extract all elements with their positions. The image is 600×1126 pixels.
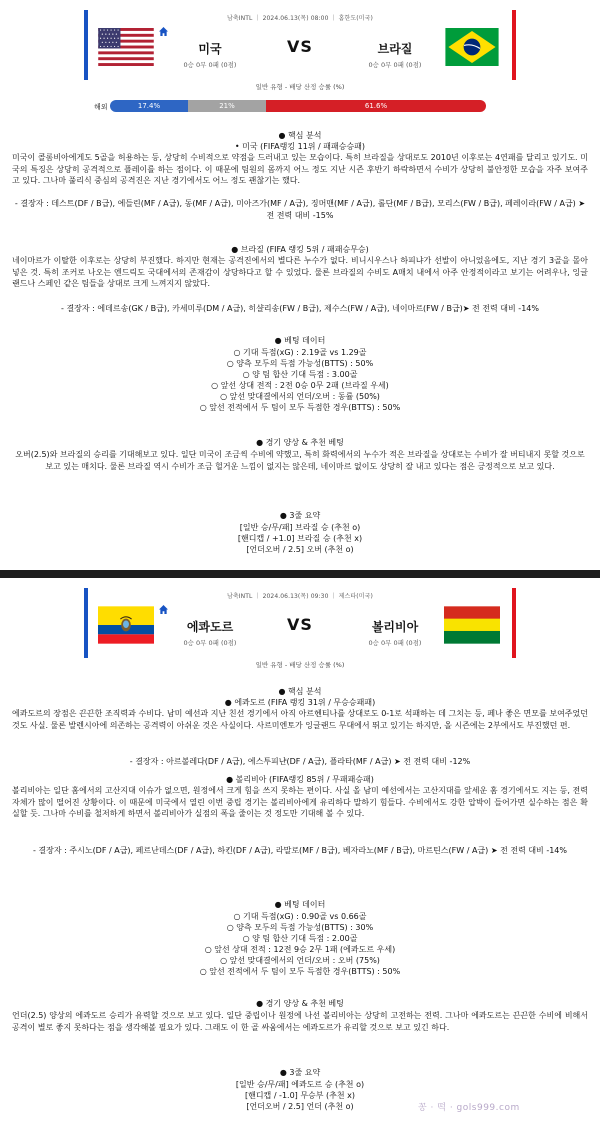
match-ecuador-bolivia: [0, 578, 600, 1126]
section-divider: [0, 570, 600, 578]
match-flow-text: 언더(2.5) 양상의 에콰도르 승리가 유력할 것으로 보고 있다. 일단 중립이나 원정에 나선 볼리비아는 상당히 고전하는 전력. 그나마 에콰도르는 끈끈한 수비에 비해서 공격이 별로 좋지 못하다는 점을 생각해볼 필요가 있다. 그래도 이 한 골 싸움에서는 에콰도르가 유리할 것으로 보고 있긴 하다.: [12, 1011, 588, 1032]
match-header: [0, 0, 600, 92]
betting-item: ○ 양측 모두의 득점 가능성(BTTS) : 30%: [226, 923, 374, 932]
match-meta: 남축INTL ｜ 2024.06.13(목) 08:00 ｜ 홈한도(미국): [227, 15, 373, 22]
summary-title: ● 3줄 요약: [279, 511, 321, 520]
betting-item: ○ 양 팀 합산 기대 득점 : 3.00골: [242, 370, 358, 379]
home-icon: [159, 27, 168, 36]
match-flow-title: ● 경기 양상 & 추천 베팅: [256, 438, 344, 447]
home-absentees: - 결장자 : 아르볼레다(DF / A급), 에스투피냔(DF / A급), 플라타(MF / A급) ➤ 전 전력 대비 -12%: [129, 757, 471, 766]
betting-item: ○ 앞선 맞대결에서의 언더/오버 : 오버 (75%): [220, 956, 380, 965]
away-absentees: - 결장자 : 주시노(DF / A급), 페르난데스(DF / A급), 하킨(DF / A급), 라말로(MF / B급), 베자라노(MF / B급), 마르틴스(FW / A급) ➤ 전 전력 대비 -14%: [32, 846, 568, 855]
home-icon: [159, 605, 168, 614]
betting-data-list: [0, 347, 600, 413]
away-absentees: - 결장자 : 에데르송(GK / B급), 카세미루(DM / A급), 히샬리송(FW / B급), 제수스(FW / A급), 네이마르(FW / B급)➤ 전 전력 대비 -14%: [61, 304, 539, 313]
away-analysis-text: 네이마르가 이탈한 이후로는 상당히 부진했다. 하지만 현재는 공격진에서의 별다른 누수가 없다. 비니시우스나 하피냐가 선발이 아니었음에도, 지난 경기 3골을 몰아 넣은 것. 특히 조커로 나오는 엔드릭도 국대에서의 존재감이 상당하다고 할 수 있었다. 물론 브라질의 수비도 A매치 내에서 아주 안정적이라고 보기는 어려우나, 잉글랜드나 스페인 같은 팀들을 상대로 크게 느껴지지 않았다.: [12, 256, 588, 288]
home-analysis-title: • 미국 (FIFA랭킹 11위 / 패패승승패): [234, 142, 366, 151]
distribution-label: 해외: [94, 103, 108, 111]
vs-label: VS: [287, 37, 313, 56]
summary-item: [일반 승/무/패] 브라질 승 (추천 o): [239, 523, 361, 532]
home-analysis-text: 에콰도르의 장점은 끈끈한 조직력과 수비다. 남미 예선과 지난 친선 경기에서 아직 아르헨티나를 상대로도 0-1로 석패하는 데 그치는 등, 페나 좋은 면모를 보여주었던 것도 사실. 물론 발렌시아에 의존하는 공격력이 아쉬운 것은 사실이다. 사르미엔토가 잉글랜드 무대에서 뛰고 있기는 하지만, 올 시즌에는 2부에서도 부진했던 편.: [12, 709, 588, 730]
match-flow-title: ● 경기 양상 & 추천 베팅: [256, 999, 344, 1008]
home-team-name: 미국: [198, 42, 222, 56]
summary-list: [0, 522, 600, 555]
match-meta: 남축INTL ｜ 2024.06.13(목) 09:30 ｜ 제스타(미국): [227, 593, 373, 600]
summary-item: [일반 승/무/패] 에콰도르 승 (추천 o): [235, 1080, 365, 1089]
betting-data-title: ● 베팅 데이터: [274, 900, 326, 909]
vs-label: VS: [287, 615, 313, 634]
home-analysis-text: 미국이 콜롬비아에게도 5골을 허용하는 등, 상당히 수비적으로 약점을 드러내고 있는 모습이다. 특히 브라질을 상대로도 2010년 이후로는 4연패를 달리고 있기도. 미국의 특징은 상당히 공격적으로 플레이를 하는 점이다. 이 때문에 팀원의 몸까지 어느 정도 지난 시즌 후반기 하락하면서 수비가 상당히 불안정한 모습을 자주 보여주고 있다. 그나마 풀리식 중심의 공격진은 지난 경기에서도 어느 정도 괜찮기는 했다.: [12, 153, 588, 185]
betting-item: ○ 앞선 전적에서 두 팀이 모두 득점한 경우(BTTS) : 50%: [199, 403, 401, 412]
betting-data-title: ● 베팅 데이터: [274, 336, 326, 345]
summary-title: ● 3줄 요약: [279, 1068, 321, 1077]
home-win-segment: 17.4%: [110, 100, 188, 112]
betting-item: ○ 양 팀 합산 기대 득점 : 2.00골: [242, 934, 358, 943]
away-record: 0승 0무 0패 (0점): [368, 61, 422, 69]
summary-item: [핸디캡 / +1.0] 브라질 승 (추천 x): [237, 534, 363, 543]
site-watermark: 꽁 · 떡 · gols999.com: [418, 1103, 520, 1113]
away-team-name: 볼리비아: [371, 620, 419, 634]
core-analysis-title: ● 핵심 분석: [278, 131, 322, 140]
home-analysis-title: ● 에콰도르 (FIFA 랭킹 31위 / 무승승패패): [224, 698, 376, 707]
summary-item: [핸디캡 / -1.0] 무승부 (추천 x): [244, 1091, 356, 1100]
away-analysis-title: ● 브라질 (FIFA 랭킹 5위 / 패패승무승): [231, 245, 369, 254]
betting-item: ○ 앞선 전적에서 두 팀이 모두 득점한 경우(BTTS) : 50%: [199, 967, 401, 976]
betting-item: ○ 양측 모두의 득점 가능성(BTTS) : 50%: [226, 359, 374, 368]
match-flow-text: 오버(2.5)와 브라질의 승리를 기대해보고 있다. 일단 미국이 조금씩 수비에 약했고, 특히 화력에서의 누수가 적은 브라질을 상대로는 수비가 잘 버티내지 못할 것으로 보고 있는 매치다. 물론 브라질 역시 수비가 조금 헐거운 느낌이 없지는 않은데, 네이마르 없이도 상당히 잘 내고 있다는 점은 긍정적으로 보고 있다.: [15, 450, 585, 471]
away-team-name: 브라질: [377, 42, 413, 56]
ecuador-flag-icon: [98, 606, 154, 644]
distribution-title: 일반 유형 - 배당 산정 승률 (%): [255, 83, 345, 91]
summary-item: [언더오버 / 2.5] 오버 (추천 o): [246, 545, 354, 554]
betting-item: ○ 기대 득점(xG) : 2.19골 vs 1.29골: [233, 348, 367, 357]
match-header: [0, 578, 600, 670]
home-record: 0승 0무 0패 (0점): [183, 61, 237, 69]
away-analysis-text: 볼리비아는 일단 홈에서의 고산지대 이슈가 없으면, 원정에서 크게 힘을 쓰지 못하는 편이다. 사실 올 남미 예선에서는 고산지대를 앞세운 홈 경기에서도 지는 등, 전력 자체가 많이 떨어진 상황이다. 이 때문에 미국에서 열린 이번 중립 경기는 볼리비아에게 유리하다 말하기 힘들다. 수비에서도 강한 압박이 들어가면 실수하는 점은 확실할 듯. 그나마 수비를 철저하게 하면서 볼리비아가 실점의 폭을 줄이는 것 정도만 기대해 볼 수 있다.: [12, 786, 588, 818]
away-win-segment: 61.6%: [266, 100, 486, 112]
bolivia-flag-icon: [444, 606, 500, 644]
draw-segment: 21%: [188, 100, 266, 112]
core-analysis-title: ● 핵심 분석: [278, 687, 322, 696]
win-probability-bar: [0, 100, 600, 114]
brazil-flag-icon: [444, 28, 500, 66]
betting-item: ○ 앞선 상대 전적 : 2전 0승 0무 2패 (브라질 우세): [211, 381, 389, 390]
betting-item: ○ 앞선 맞대결에서의 언더/오버 : 동률 (50%): [220, 392, 380, 401]
home-record: 0승 0무 0패 (0점): [183, 639, 237, 647]
home-absentees: - 결장자 : 데스트(DF / B급), 에들린(MF / A급), 동(MF / A급), 미아즈가(MF / A급), 징머맨(MF / A급), 롤단(MF / B급), 모리스(FW / B급), 페레이라(FW / A급) ➤ 전 전력 대비 -15%: [14, 199, 586, 220]
betting-item: ○ 기대 득점(xG) : 0.90골 vs 0.66골: [233, 912, 367, 921]
away-analysis-title: ● 볼리비아 (FIFA랭킹 85위 / 무패패승패): [226, 775, 374, 784]
betting-item: ○ 앞선 상대 전적 : 12전 9승 2무 1패 (에콰도르 우세): [204, 945, 396, 954]
distribution-title: 일반 유형 - 배당 산정 승률 (%): [255, 661, 345, 669]
away-record: 0승 0무 0패 (0점): [368, 639, 422, 647]
betting-data-list: [0, 911, 600, 977]
usa-flag-icon: [98, 28, 154, 66]
summary-item: [언더오버 / 2.5] 언더 (추천 o): [246, 1102, 354, 1111]
home-team-name: 에콰도르: [186, 620, 234, 634]
